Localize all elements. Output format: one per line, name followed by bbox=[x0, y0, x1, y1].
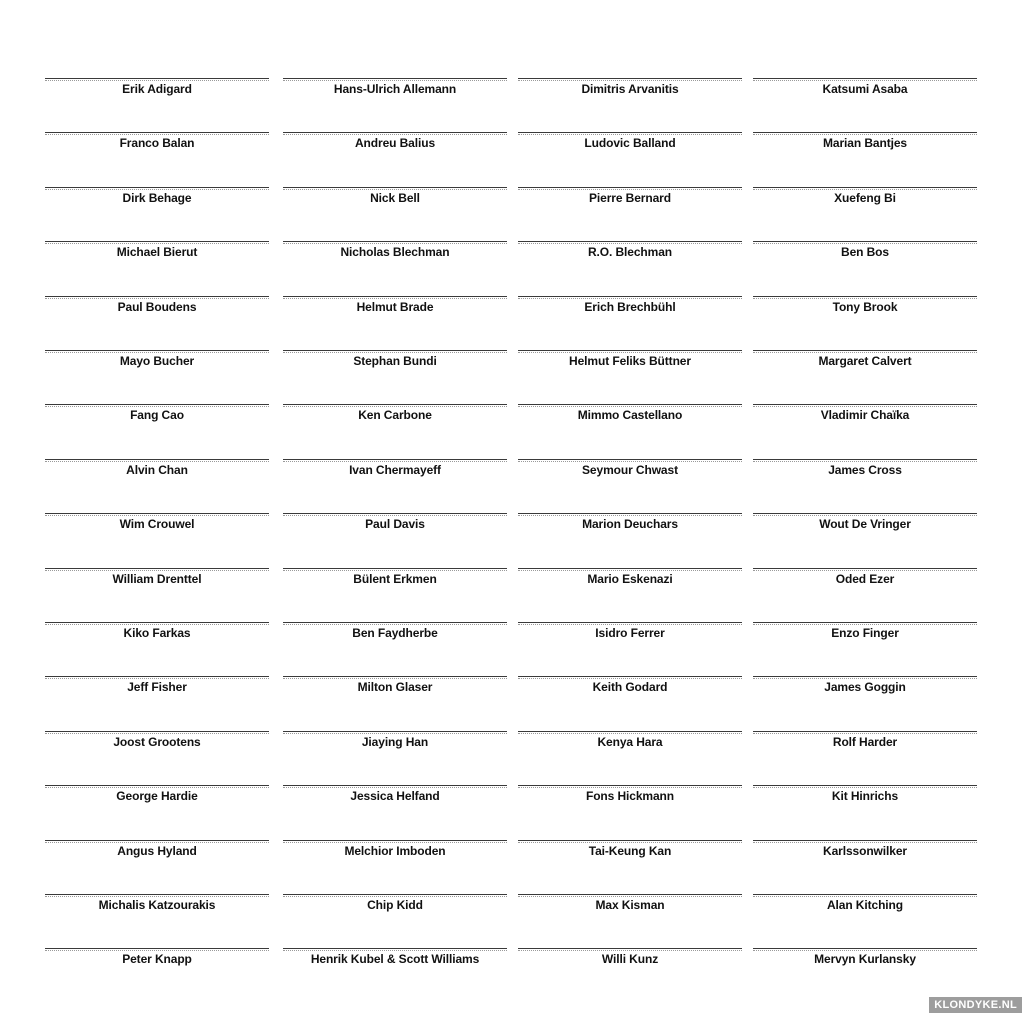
divider-line bbox=[45, 731, 269, 732]
person-name: Seymour Chwast bbox=[582, 463, 678, 477]
divider-line bbox=[518, 459, 742, 460]
divider-line bbox=[45, 785, 269, 786]
divider-line bbox=[518, 513, 742, 514]
person-name: Dimitris Arvanitis bbox=[581, 82, 679, 96]
name-cell bbox=[45, 296, 269, 350]
divider-line bbox=[283, 459, 507, 460]
divider-line bbox=[45, 132, 269, 133]
divider-line bbox=[45, 78, 269, 79]
person-name: James Goggin bbox=[824, 680, 906, 694]
person-name: Erik Adigard bbox=[122, 82, 192, 96]
person-name: Ben Faydherbe bbox=[352, 626, 438, 640]
person-name: Alan Kitching bbox=[826, 898, 904, 912]
name-cell bbox=[45, 513, 269, 567]
name-cell bbox=[753, 187, 977, 241]
name-cell bbox=[753, 676, 977, 730]
person-name: Wout De Vringer bbox=[819, 517, 911, 531]
person-name: Hans-Ulrich Allemann bbox=[333, 82, 457, 96]
name-cell bbox=[518, 241, 742, 295]
person-name: William Drenttel bbox=[112, 572, 202, 586]
divider-line bbox=[518, 187, 742, 188]
divider-line bbox=[283, 948, 507, 949]
person-name: Kit Hinrichs bbox=[831, 789, 899, 803]
person-name: Vladimir Chaïka bbox=[820, 408, 910, 422]
divider-line bbox=[283, 676, 507, 677]
divider-line bbox=[518, 78, 742, 79]
name-cell bbox=[45, 459, 269, 513]
divider-line bbox=[283, 840, 507, 841]
name-cell bbox=[753, 78, 977, 132]
divider-line bbox=[45, 296, 269, 297]
person-name: Michael Bierut bbox=[116, 245, 198, 259]
person-name: Joost Grootens bbox=[113, 735, 201, 749]
person-name: James Cross bbox=[828, 463, 902, 477]
divider-line bbox=[283, 622, 507, 623]
divider-line bbox=[45, 459, 269, 460]
person-name: Dirk Behage bbox=[122, 191, 192, 205]
person-name: Jiaying Han bbox=[361, 735, 429, 749]
person-name: Paul Boudens bbox=[117, 300, 197, 314]
name-cell bbox=[518, 513, 742, 567]
person-name: R.O. Blechman bbox=[587, 245, 673, 259]
name-cell bbox=[753, 241, 977, 295]
name-cell bbox=[753, 840, 977, 894]
divider-line bbox=[753, 241, 977, 242]
divider-line bbox=[518, 894, 742, 895]
person-name: Stephan Bundi bbox=[353, 354, 437, 368]
divider-line bbox=[753, 731, 977, 732]
name-cell bbox=[45, 78, 269, 132]
name-cell bbox=[45, 622, 269, 676]
name-cell bbox=[518, 404, 742, 458]
divider-line bbox=[518, 948, 742, 949]
name-cell bbox=[283, 459, 507, 513]
name-cell bbox=[753, 948, 977, 1002]
divider-line bbox=[753, 622, 977, 623]
divider-line bbox=[518, 568, 742, 569]
watermark-logo: KLONDYKE.NL bbox=[929, 997, 1022, 1013]
name-cell bbox=[45, 894, 269, 948]
divider-line bbox=[753, 350, 977, 351]
name-cell bbox=[518, 840, 742, 894]
divider-line bbox=[283, 132, 507, 133]
person-name: George Hardie bbox=[116, 789, 198, 803]
person-name: Mario Eskenazi bbox=[587, 572, 673, 586]
name-cell bbox=[518, 459, 742, 513]
person-name: Enzo Finger bbox=[831, 626, 899, 640]
divider-line bbox=[753, 132, 977, 133]
divider-line bbox=[518, 404, 742, 405]
divider-line bbox=[283, 296, 507, 297]
name-cell bbox=[753, 731, 977, 785]
divider-line bbox=[45, 622, 269, 623]
divider-line bbox=[283, 404, 507, 405]
name-cell bbox=[283, 132, 507, 186]
person-name: Nicholas Blechman bbox=[340, 245, 450, 259]
name-cell bbox=[283, 676, 507, 730]
person-name: Henrik Kubel & Scott Williams bbox=[310, 952, 480, 966]
divider-line bbox=[753, 785, 977, 786]
divider-line bbox=[283, 513, 507, 514]
person-name: Jessica Helfand bbox=[350, 789, 440, 803]
name-cell bbox=[45, 404, 269, 458]
divider-line bbox=[518, 731, 742, 732]
divider-line bbox=[283, 350, 507, 351]
divider-line bbox=[45, 513, 269, 514]
name-cell bbox=[518, 132, 742, 186]
name-cell bbox=[283, 785, 507, 839]
person-name: Kiko Farkas bbox=[123, 626, 191, 640]
divider-line bbox=[753, 840, 977, 841]
name-cell bbox=[518, 894, 742, 948]
divider-line bbox=[283, 78, 507, 79]
divider-line bbox=[753, 676, 977, 677]
divider-line bbox=[283, 187, 507, 188]
name-cell bbox=[283, 513, 507, 567]
person-name: Marian Bantjes bbox=[823, 136, 907, 150]
name-cell bbox=[753, 894, 977, 948]
person-name: Helmut Feliks Büttner bbox=[569, 354, 691, 368]
person-name: Ludovic Balland bbox=[584, 136, 676, 150]
name-cell bbox=[753, 132, 977, 186]
divider-line bbox=[518, 622, 742, 623]
person-name: Ivan Chermayeff bbox=[349, 463, 441, 477]
person-name: Tai-Keung Kan bbox=[588, 844, 672, 858]
name-cell bbox=[753, 404, 977, 458]
name-cell bbox=[753, 296, 977, 350]
divider-line bbox=[753, 187, 977, 188]
divider-line bbox=[753, 296, 977, 297]
person-name: Alvin Chan bbox=[126, 463, 188, 477]
divider-line bbox=[753, 568, 977, 569]
person-name: Helmut Brade bbox=[356, 300, 434, 314]
name-cell bbox=[518, 78, 742, 132]
person-name: Milton Glaser bbox=[357, 680, 433, 694]
person-name: Peter Knapp bbox=[122, 952, 192, 966]
person-name: Mimmo Castellano bbox=[577, 408, 683, 422]
person-name: Karlssonwilker bbox=[823, 844, 907, 858]
person-name: Michalis Katzourakis bbox=[98, 898, 216, 912]
name-cell bbox=[45, 187, 269, 241]
person-name: Mervyn Kurlansky bbox=[814, 952, 916, 966]
divider-line bbox=[283, 894, 507, 895]
person-name: Chip Kidd bbox=[367, 898, 423, 912]
name-cell bbox=[283, 948, 507, 1002]
person-name: Oded Ezer bbox=[835, 572, 895, 586]
name-cell bbox=[45, 132, 269, 186]
divider-line bbox=[45, 676, 269, 677]
name-cell bbox=[518, 731, 742, 785]
divider-line bbox=[283, 568, 507, 569]
divider-line bbox=[45, 350, 269, 351]
person-name: Angus Hyland bbox=[117, 844, 197, 858]
name-cell bbox=[753, 350, 977, 404]
person-name: Marion Deuchars bbox=[582, 517, 678, 531]
person-name: Paul Davis bbox=[365, 517, 425, 531]
name-cell bbox=[45, 241, 269, 295]
divider-line bbox=[518, 296, 742, 297]
name-cell bbox=[518, 350, 742, 404]
divider-line bbox=[45, 894, 269, 895]
name-cell bbox=[283, 894, 507, 948]
person-name: Kenya Hara bbox=[597, 735, 663, 749]
person-name: Jeff Fisher bbox=[127, 680, 187, 694]
divider-line bbox=[283, 731, 507, 732]
person-name: Erich Brechbühl bbox=[584, 300, 676, 314]
name-cell bbox=[45, 785, 269, 839]
name-cell bbox=[283, 622, 507, 676]
name-cell bbox=[283, 568, 507, 622]
person-name: Max Kisman bbox=[595, 898, 665, 912]
person-name: Melchior Imboden bbox=[344, 844, 446, 858]
person-name: Mayo Bucher bbox=[119, 354, 195, 368]
name-cell bbox=[518, 296, 742, 350]
name-cell bbox=[753, 513, 977, 567]
divider-line bbox=[45, 568, 269, 569]
name-cell bbox=[518, 948, 742, 1002]
divider-line bbox=[753, 948, 977, 949]
name-cell bbox=[45, 840, 269, 894]
name-cell bbox=[283, 731, 507, 785]
person-name: Xuefeng Bi bbox=[834, 191, 896, 205]
name-cell bbox=[283, 241, 507, 295]
divider-line bbox=[753, 78, 977, 79]
name-cell bbox=[283, 404, 507, 458]
divider-line bbox=[45, 840, 269, 841]
divider-line bbox=[518, 840, 742, 841]
name-cell bbox=[45, 731, 269, 785]
divider-line bbox=[518, 241, 742, 242]
name-cell bbox=[753, 785, 977, 839]
divider-line bbox=[45, 948, 269, 949]
name-cell bbox=[753, 568, 977, 622]
divider-line bbox=[283, 785, 507, 786]
person-name: Rolf Harder bbox=[832, 735, 898, 749]
name-cell bbox=[518, 622, 742, 676]
name-cell bbox=[45, 676, 269, 730]
name-cell bbox=[283, 78, 507, 132]
divider-line bbox=[45, 404, 269, 405]
person-name: Pierre Bernard bbox=[589, 191, 671, 205]
person-name: Franco Balan bbox=[119, 136, 195, 150]
name-cell bbox=[518, 568, 742, 622]
divider-line bbox=[753, 404, 977, 405]
person-name: Fang Cao bbox=[130, 408, 184, 422]
divider-line bbox=[518, 676, 742, 677]
divider-line bbox=[45, 187, 269, 188]
divider-line bbox=[45, 241, 269, 242]
divider-line bbox=[283, 241, 507, 242]
person-name: Willi Kunz bbox=[601, 952, 659, 966]
person-name: Nick Bell bbox=[370, 191, 420, 205]
person-name: Ben Bos bbox=[841, 245, 889, 259]
person-name: Fons Hickmann bbox=[585, 789, 675, 803]
name-cell bbox=[283, 840, 507, 894]
name-cell bbox=[45, 568, 269, 622]
name-cell bbox=[753, 459, 977, 513]
name-cell bbox=[518, 785, 742, 839]
person-name: Andreu Balius bbox=[354, 136, 436, 150]
person-name: Ken Carbone bbox=[358, 408, 432, 422]
divider-line bbox=[753, 894, 977, 895]
person-name: Tony Brook bbox=[832, 300, 898, 314]
divider-line bbox=[753, 513, 977, 514]
name-cell bbox=[283, 350, 507, 404]
person-name: Bülent Erkmen bbox=[353, 572, 437, 586]
divider-line bbox=[753, 459, 977, 460]
name-cell bbox=[283, 187, 507, 241]
person-name: Keith Godard bbox=[592, 680, 668, 694]
person-name: Margaret Calvert bbox=[818, 354, 912, 368]
name-cell bbox=[518, 676, 742, 730]
name-cell bbox=[283, 296, 507, 350]
person-name: Wim Crouwel bbox=[119, 517, 195, 531]
name-cell bbox=[45, 350, 269, 404]
name-cell bbox=[753, 622, 977, 676]
person-name: Isidro Ferrer bbox=[595, 626, 665, 640]
divider-line bbox=[518, 350, 742, 351]
divider-line bbox=[518, 132, 742, 133]
person-name: Katsumi Asaba bbox=[822, 82, 908, 96]
name-cell bbox=[45, 948, 269, 1002]
divider-line bbox=[518, 785, 742, 786]
name-cell bbox=[518, 187, 742, 241]
